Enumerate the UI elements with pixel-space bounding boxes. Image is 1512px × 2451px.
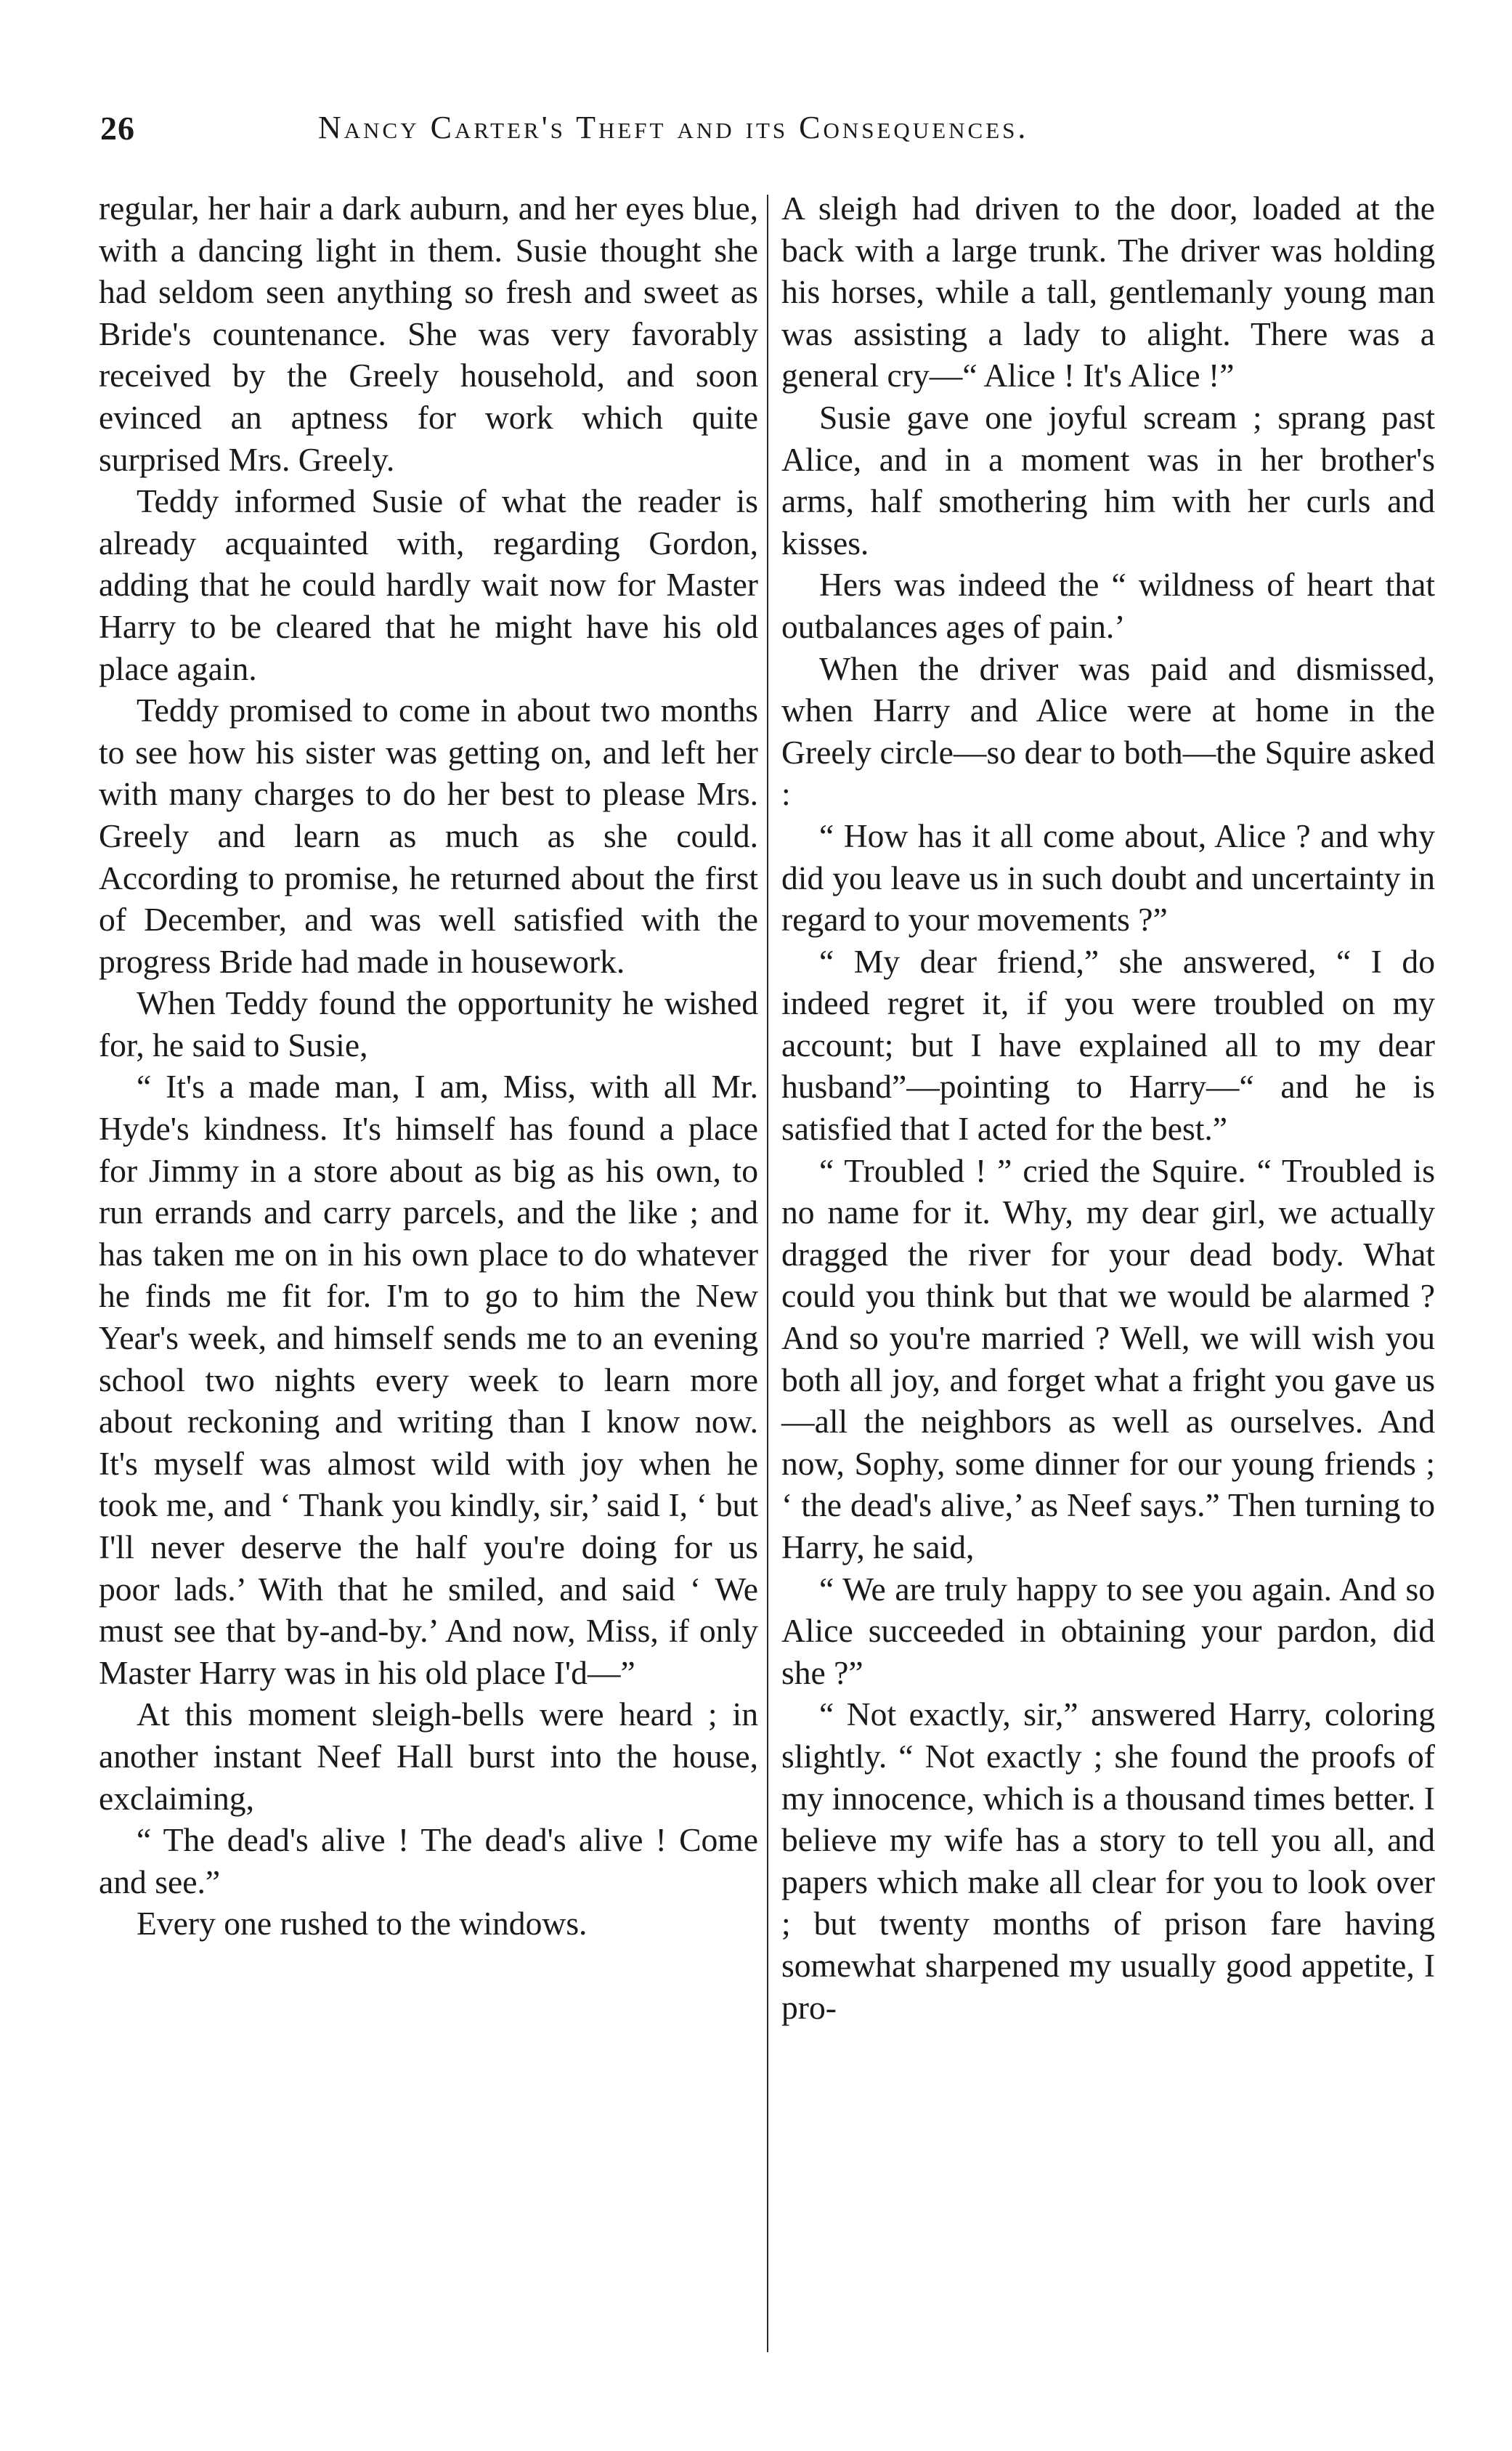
running-head: Nancy Carter's Theft and its Consequences. xyxy=(318,110,1029,145)
paragraph: Every one rushed to the windows. xyxy=(137,1905,588,1942)
paragraph: “ How has it all come about, Alice ? and why did you leave us in such doubt and uncertainty in regard to your movements ?” xyxy=(781,817,1435,939)
paragraph: At this moment sleigh-bells were heard ; in another instant Neef Hall burst into the house, exclaiming, xyxy=(99,1696,758,1817)
column-divider xyxy=(767,195,768,2352)
paragraph: “ The dead's alive ! The dead's alive ! Come and see.” xyxy=(99,1821,758,1900)
page-number: 26 xyxy=(100,110,135,147)
paragraph: Susie gave one joyful scream ; sprang past Alice, and in a moment was in her brother's arms, half smothering him with her curls and kisses. xyxy=(781,398,1435,562)
paragraph: Teddy promised to come in about two months to see how his sister was getting on, and left her with many charges to do her best to please Mrs. Greely and learn as much as she could. According to promise, he returned about the first of December, and was well satisfied with the progress Bride had made in housework. xyxy=(99,692,758,980)
left-column xyxy=(99,187,758,1945)
paragraph: “ It's a made man, I am, Miss, with all Mr. Hyde's kindness. It's himself has found a place for Jimmy in a store about as big as his own, to run errands and carry parcels, and the like ; and has taken me on in his own place to do whatever he finds me fit for. I'm to go to him the New Year's week, and himself sends me to an evening school two nights every week to learn more about reckoning and writing than I know now. It's myself was almost wild with joy when he took me, and ‘ Thank you kindly, sir,’ said I, ‘ but I'll never deserve the half you're doing for us poor lads.’ With that he smiled, and said ‘ We must see that by-and-by.’ And now, Miss, if only Master Harry was in his old place I'd—” xyxy=(99,1068,758,1691)
page-header xyxy=(100,109,1444,153)
paragraph: “ Not exactly, sir,” answered Harry, coloring slightly. “ Not exactly ; she found the proofs of my innocence, which is a thousand times better. I believe my wife has a story to tell you all, and papers which make all clear for you to look over ; but twenty months of prison fare having somewhat sharpened my usually good appetite, I pro- xyxy=(781,1696,1435,2026)
paragraph: A sleigh had driven to the door, loaded at the back with a large trunk. The driver was holding his horses, while a tall, gentlemanly young man was assisting a lady to alight. There was a general cry—“ Alice ! It's Alice !” xyxy=(781,190,1435,394)
paragraph: “ We are truly happy to see you again. And so Alice succeeded in obtaining your pardon, did she ?” xyxy=(781,1570,1435,1691)
paragraph: Teddy informed Susie of what the reader is already acquainted with, regarding Gordon, adding that he could hardly wait now for Master Harry to be cleared that he might have his old place again. xyxy=(99,482,758,687)
paragraph: “ My dear friend,” she answered, “ I do indeed regret it, if you were troubled on my account; but I have explained all to my dear husband”—pointing to Harry—“ and he is satisfied that I acted for the best.” xyxy=(781,942,1435,1148)
paragraph: When Teddy found the opportunity he wished for, he said to Susie, xyxy=(99,984,758,1064)
paragraph: When the driver was paid and dismissed, when Harry and Alice were at home in the Greely circle—so dear to both—the Squire asked : xyxy=(781,649,1435,813)
paragraph: regular, her hair a dark auburn, and her eyes blue, with a dancing light in them. Susie thought she had seldom seen anything so fresh and sweet as Bride's countenance. She was very favorably received by the Greely household, and soon evinced an aptness for work which quite surprised Mrs. Greely. xyxy=(99,190,758,478)
paragraph: Hers was indeed the “ wildness of heart that outbalances ages of pain.’ xyxy=(781,566,1435,645)
right-column xyxy=(781,187,1435,2028)
paragraph: “ Troubled ! ” cried the Squire. “ Troubled is no name for it. Why, my dear girl, we actually dragged the river for your dead body. What could you think but that we would be alarmed ? And so you're married ? Well, we will wish you both all joy, and forget what a fright you gave us—all the neighbors as well as ourselves. And now, Sophy, some dinner for our young friends ; ‘ the dead's alive,’ as Neef says.” Then turning to Harry, he said, xyxy=(781,1151,1435,1565)
